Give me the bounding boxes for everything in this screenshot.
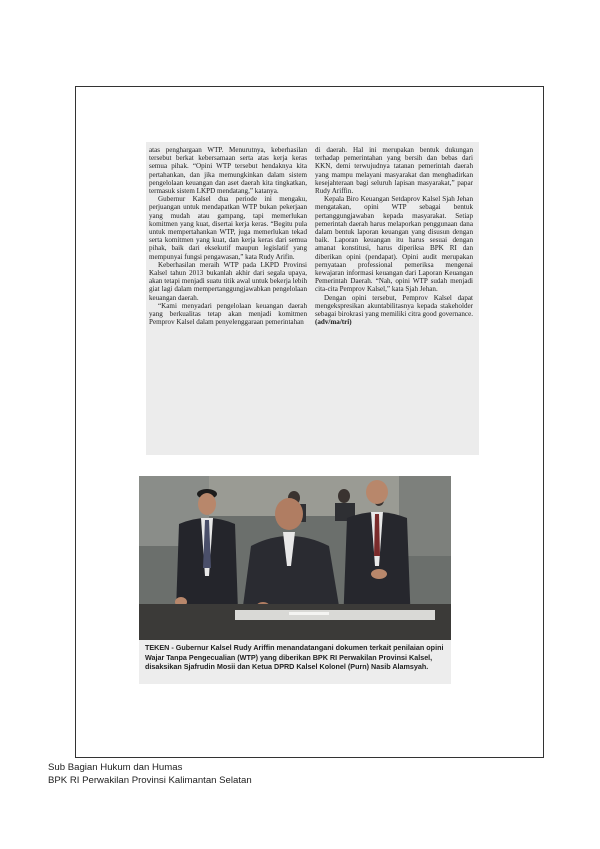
paragraph: Gubernur Kalsel dua periode ini mengaku, perjuangan untuk mendapatkan WTP bukan pekerjaan yang mudah atau gampang, tapi memerlukan komitmen yang kuat, disertai kerja keras. “Begitu pula untuk mempertahankan WTP, juga memerlukan tekad serta komitmen yang kuat, dan kerja keras dari semua pihak, baik dari eksekutif maupun legislatif yang mempunyai fungsi pengawasan,” kata Rudy Arifin.: [149, 195, 307, 261]
photo-caption: TEKEN - Gubernur Kalsel Rudy Ariffin menandatangani dokumen terkait penilaian opini Wajar Tanpa Pengecualian (WTP) yang diberikan BPK RI Perwakilan Provinsi Kalsel, disaksikan Sjafrudin Mosii dan Ketua DPRD Kalsel Kolonel (Purn) Nasib Alamsyah.: [139, 640, 451, 684]
paragraph: “Kami menyadari pengelolaan keuangan daerah yang berkualitas tetap akan menjadi komitmen Pemprov Kalsel dalam penyelenggaraan pemerintahan: [149, 301, 307, 327]
footer: [48, 762, 252, 787]
paragraph: di daerah. Hal ini merupakan bentuk dukungan terhadap pemerintahan yang bersih dan bebas dari KKN, demi terwujudnya tatanan pemerintah daerah yang mampu melayani masyarakat dan menghadirkan kesejahteraan bagi seluruh lapisan masyarakat,” papar Rudy Ariffin.: [315, 146, 473, 196]
paragraph: Kepala Biro Keuangan Setdaprov Kalsel Sjah Jehan mengatakan, opini WTP sebagai bentuk pertanggungjawaban kepada masyarakat. Setiap pemerintah daerah harus melaporkan penggunaan dana dalam bentuk laporan keuangan yang disusun dengan baik. Laporan keuangan itu harus sesuai dengan amanat konstitusi, harus diperiksa BPK RI dan diberikan opini (pendapat). Opini audit merupakan pernyataan professional pemeriksa mengenai kewajaran informasi keuangan dari Laporan Keuangan Pemerintah Daerah. “Nah, opini WTP sudah menjadi cita-cita Pemprov Kalsel,” kata Sjah Jehan.: [315, 195, 473, 294]
article-column-right: [315, 146, 473, 326]
news-photo: [139, 476, 451, 640]
author-signature: (adv/ma/tri): [315, 318, 352, 327]
paragraph: [315, 294, 473, 327]
paragraph-text: Dengan opini tersebut, Pemprov Kalsel dapat mengekspresikan akuntabilitasnya kepada stakeholder sebagai birokrasi yang memiliki citra good governance.: [315, 293, 473, 319]
footer-organization: BPK RI Perwakilan Provinsi Kalimantan Selatan: [48, 774, 252, 786]
paragraph: atas penghargaan WTP. Menurutnya, keberhasilan tersebut berkat kebersamaan serta atas kerja keras semua pihak. “Opini WTP tersebut hendaknya kita pertahankan, dan jika memungkinkan dalam sistem pengelolaan keuangan dan aset daerah kita tingkatkan, termasuk sistem LKPD mendatang,” katanya.: [149, 146, 307, 196]
article-column-left: [149, 146, 307, 326]
paragraph: Keberhasilan meraih WTP pada LKPD Provinsi Kalsel tahun 2013 bukanlah akhir dari segala upaya, akan tetapi menjadi suatu titik awal untuk bekerja lebih giat lagi dalam mempertanggungjawabkan pengelolaan keuangan daerah.: [149, 260, 307, 302]
footer-department: Sub Bagian Hukum dan Humas: [48, 762, 183, 773]
